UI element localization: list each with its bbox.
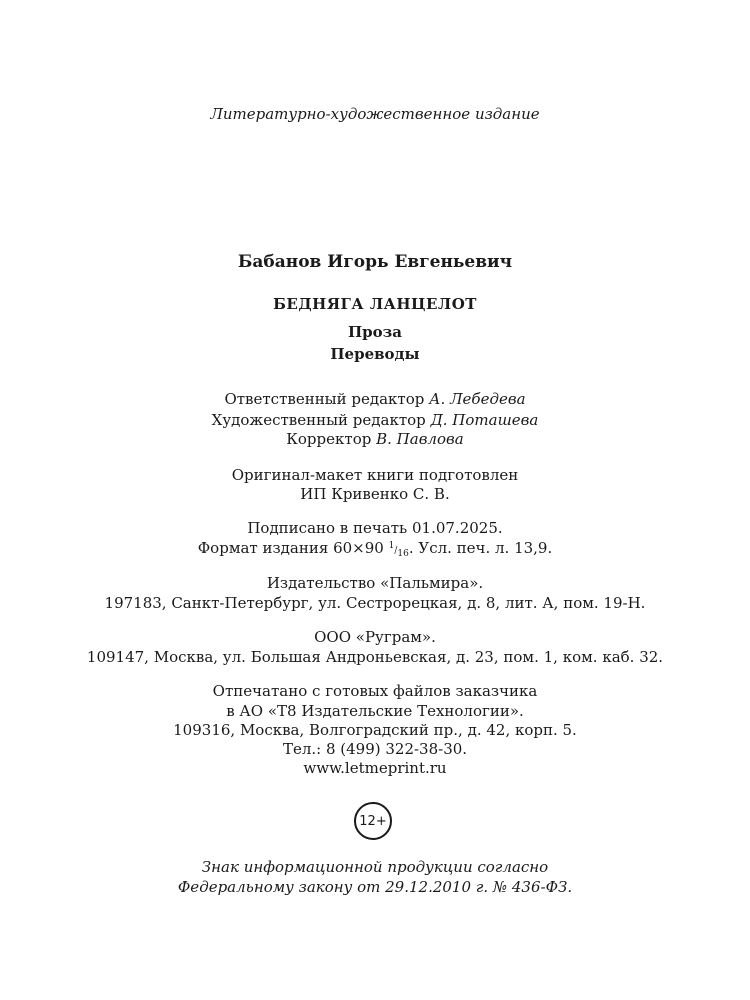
printer-phone: Тел.: 8 (499) 322-38-30. (282, 740, 468, 758)
staff-role: Корректор (286, 430, 372, 448)
staff-name: В. Павлова (376, 430, 464, 448)
staff-line (0, 389, 750, 409)
staff-name: Д. Поташева (430, 411, 539, 429)
layout-note-line2: ИП Кривенко С. В. (300, 485, 450, 503)
layout-note-line1: Оригинал-макет книги подготовлен (231, 466, 519, 484)
author-name: Бабанов Игорь Евгеньевич (237, 252, 513, 272)
format-denominator: 16 (397, 549, 409, 559)
law-note-line2: Федеральному закону от 29.12.2010 г. № 436-ФЗ. (177, 878, 573, 896)
format-prefix: Формат издания 60×90 (197, 539, 384, 557)
subtitle-prose: Проза (348, 323, 402, 341)
age-rating-badge: 12+ (354, 802, 392, 840)
staff-name: А. Лебедева (429, 390, 526, 408)
staff-role: Ответственный редактор (224, 390, 425, 408)
subtitle-translations: Переводы (330, 345, 420, 363)
printer-line2: в АО «Т8 Издательские Технологии». (226, 702, 524, 720)
staff-line (0, 410, 750, 430)
staff-line (0, 429, 750, 449)
publisher-address: 197183, Санкт-Петербург, ул. Сестрорецкая, д. 8, лит. А, пом. 19-Н. (104, 594, 646, 612)
format-fraction: 1/16 (388, 541, 409, 559)
signed-date: Подписано в печать 01.07.2025. (247, 519, 503, 537)
publisher-name: Издательство «Пальмира». (266, 574, 484, 592)
distributor-name: ООО «Руграм». (314, 628, 436, 646)
format-suffix: . Усл. печ. л. 13,9. (408, 539, 553, 557)
staff-role: Художественный редактор (211, 411, 426, 429)
distributor-address: 109147, Москва, ул. Большая Андроньевская, д. 23, пом. 1, ком. каб. 32. (86, 648, 664, 666)
format-numerator: 1 (388, 541, 395, 551)
format-line (0, 538, 750, 561)
printer-line3: 109316, Москва, Волгоградский пр., д. 42, корп. 5. (173, 721, 577, 739)
law-note-line1: Знак информационной продукции согласно (201, 858, 549, 876)
printer-website: www.letmeprint.ru (303, 759, 447, 777)
edition-type: Литературно-художественное издание (210, 105, 540, 123)
printer-line1: Отпечатано с готовых файлов заказчика (212, 682, 538, 700)
book-title: БЕДНЯГА ЛАНЦЕЛОТ (273, 295, 477, 313)
